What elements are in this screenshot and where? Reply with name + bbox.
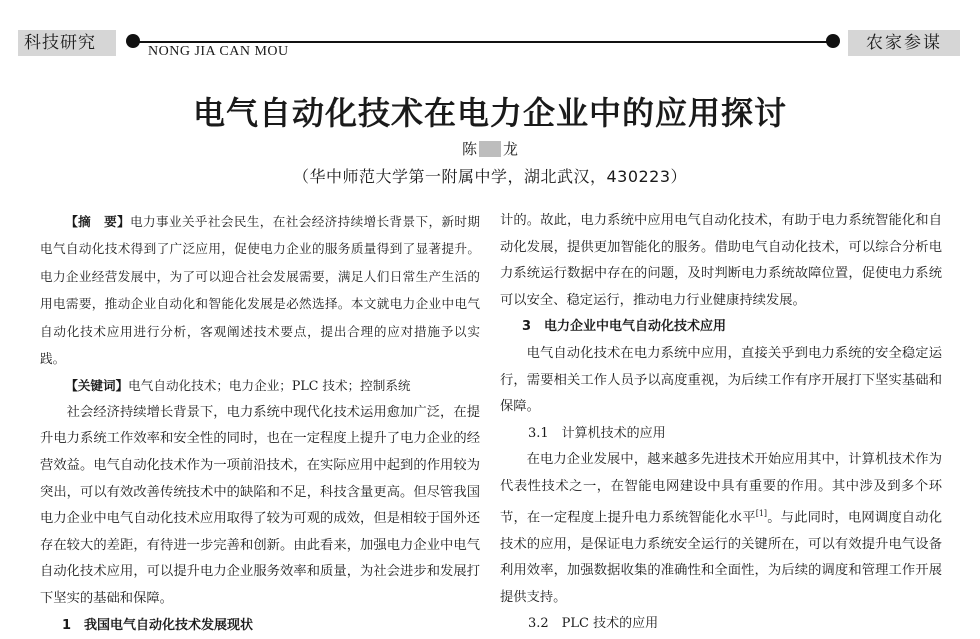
right-column xyxy=(500,208,942,638)
keywords-text: 电气自动化技术；电力企业；PLC 技术；控制系统 xyxy=(128,378,411,394)
paragraph-section-3-1 xyxy=(500,447,942,611)
abstract-label: 【摘 要】 xyxy=(65,214,131,229)
subsection-heading-3-1: 3.1 计算机技术的应用 xyxy=(528,425,666,441)
keywords-label: 【关键词】 xyxy=(65,378,129,394)
section-heading-3: 3 电力企业中电气自动化技术应用 xyxy=(522,319,727,335)
redacted-block xyxy=(479,141,501,157)
header-dot-right xyxy=(826,34,840,48)
header-rule xyxy=(130,41,832,43)
section-heading-1: 1 我国电气自动化技术发展现状 xyxy=(62,617,254,633)
citation-ref: [1] xyxy=(755,508,768,518)
abstract xyxy=(40,208,480,372)
author-first: 陈 xyxy=(461,140,477,158)
paragraph-3-1-part-a: 在电力企业发展中，越来越多先进技术开始应用其中，计算机技术作为代表性技术之一，在智能电网建设中具有重要的作用。其中涉及到多个环节，在一定程度上提升电力系统智能化水平 xyxy=(500,452,942,525)
paragraph-3-1-part-b: 。与此同时，电网调度自动化技术的应用，是保证电力系统安全运行的关键所在，可以有效提升电气设备利用效率，加强数据收集的准确性和全面性，为后续的调度和管理工作开展提供支持。 xyxy=(500,509,943,605)
subsection-heading-3-2: 3.2 PLC 技术的应用 xyxy=(528,616,659,632)
paragraph-section-3: 电气自动化技术在电力系统中应用，直接关乎到电力系统的安全稳定运行，需要相关工作人员予以高度重视，为后续工作有序开展打下坚实基础和保障。 xyxy=(500,345,942,415)
column-label: 科技研究 xyxy=(18,30,116,56)
journal-name: NONG JIA CAN MOU xyxy=(148,44,289,59)
keywords xyxy=(40,372,480,399)
header-dot-left xyxy=(126,34,140,48)
journal-label: 农家参谋 xyxy=(848,30,960,56)
article-title: 电气自动化技术在电力企业中的应用探讨 xyxy=(192,94,787,132)
abstract-text: 电力事业关乎社会民生，在社会经济持续增长背景下，新时期电气自动化技术得到了广泛应用，促使电力企业的服务质量得到了显著提升。电力企业经营发展中，为了可以迎合社会发展需要，满足人们日常生产生活的用电需要，推动企业自动化和智能化发展是必然选择。本文就电力企业中电气自动化技术应用进行分析，客观阐述技术要点，提出合理的应对措施予以实践。 xyxy=(40,214,481,367)
affiliation: （华中师范大学第一附属中学，湖北武汉，430223） xyxy=(292,167,688,186)
intro-paragraph: 社会经济持续增长背景下，电力系统中现代化技术运用愈加广泛，在提升电力系统工作效率和安全性的同时，也在一定程度上提升了电力企业的经营效益。电气自动化技术作为一项前沿技术，在实际应用中起到的作用较为突出，可以有效改善传统技术中的缺陷和不足，科技含量更高。但尽管我国电力企业中电气自动化技术应用取得了较为可观的成效，但是相较于国外还存在较大的差距，有待进一步完善和创新。由此看来，加强电力企业中电气自动化技术应用，可以提升电力企业服务效率和质量，为社会进步和发展打下坚实的基础和保障。 xyxy=(40,404,480,606)
author-last: 龙 xyxy=(503,140,519,158)
left-column xyxy=(40,208,480,639)
author xyxy=(0,138,980,159)
paragraph-continued: 计的。故此，电力系统中应用电气自动化技术，有助于电力系统智能化和自动化发展，提供更加智能化的服务。借助电气自动化技术，可以综合分析电力系统运行数据中存在的问题，及时判断电力系统故障位置，促使电力系统可以安全、稳定运行，推动电力行业健康持续发展。 xyxy=(500,213,942,308)
